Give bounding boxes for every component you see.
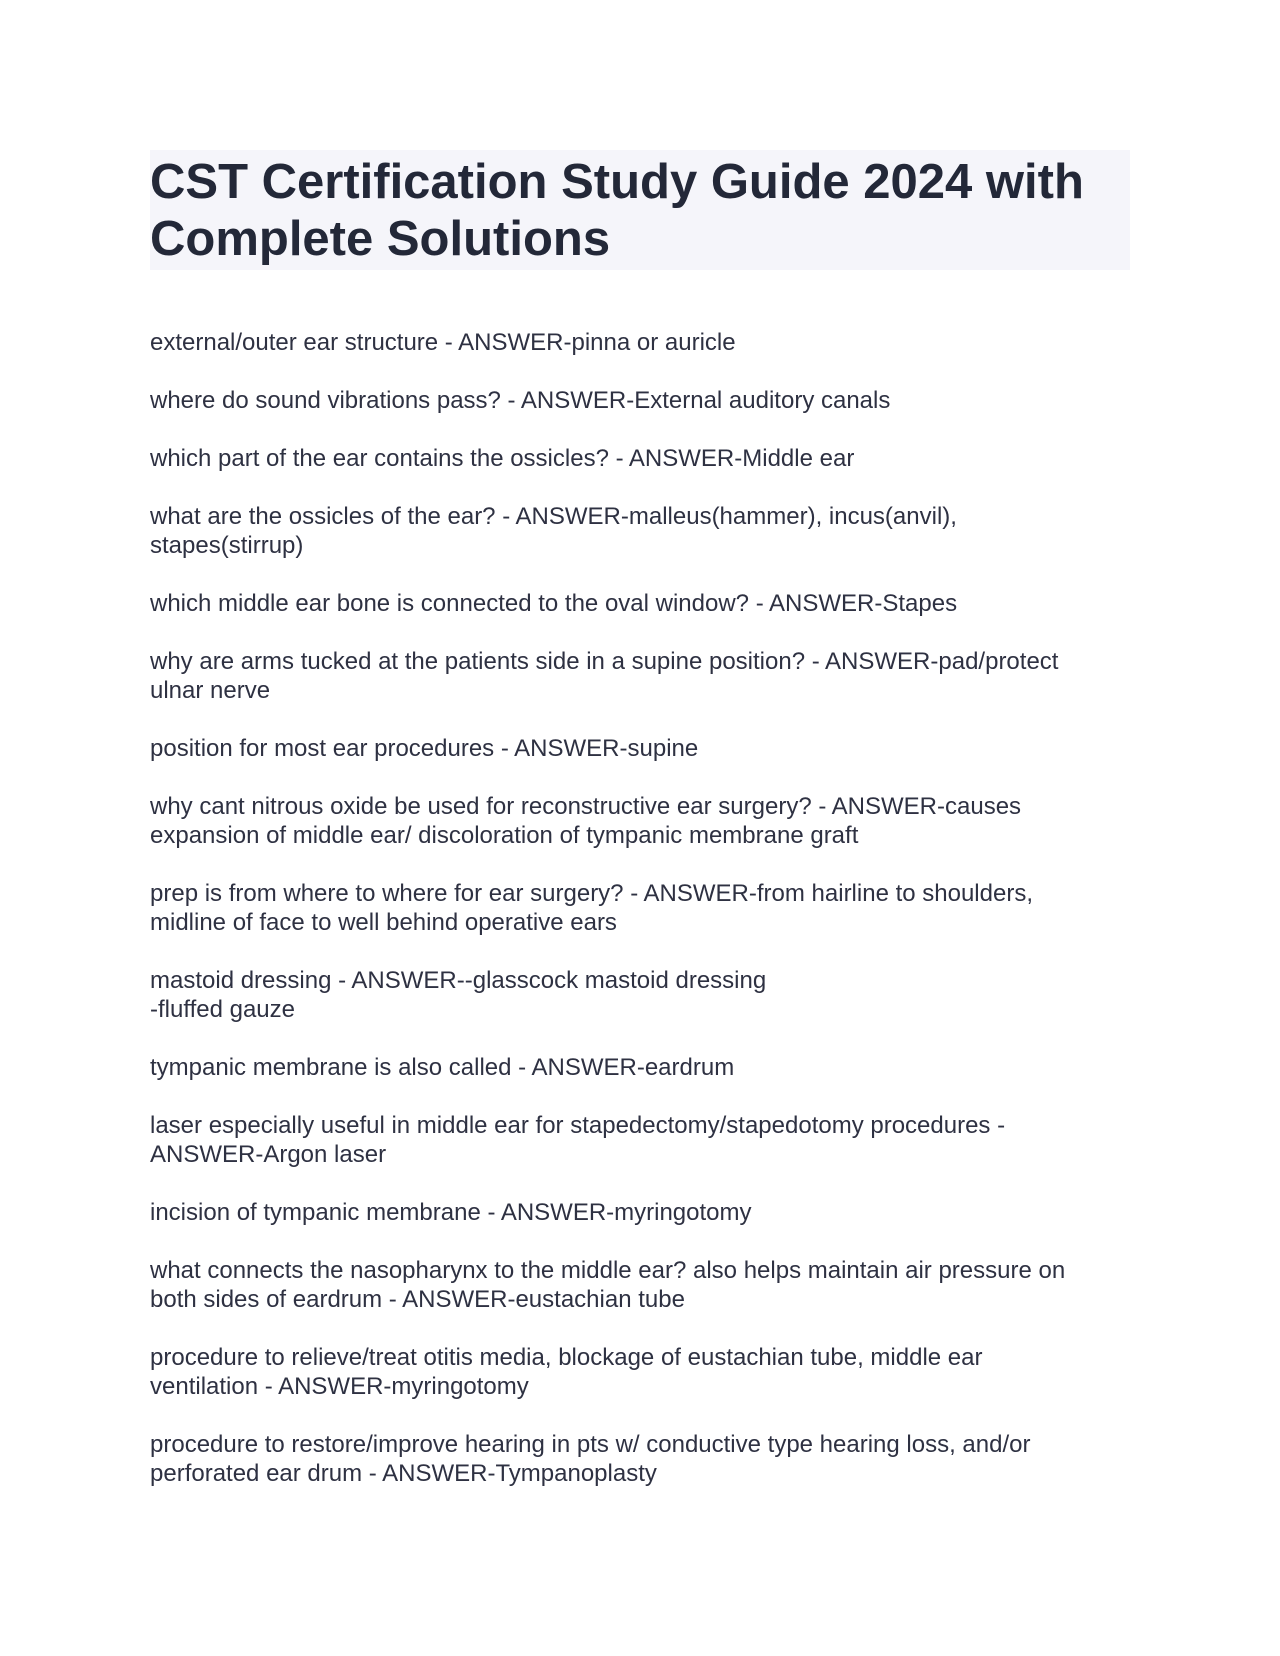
qa-item: mastoid dressing - ANSWER--glasscock mastoid dressing -fluffed gauze — [150, 967, 767, 1023]
qa-item: incision of tympanic membrane - ANSWER-myringotomy — [150, 1199, 752, 1226]
qa-item: procedure to relieve/treat otitis media, blockage of eustachian tube, middle ear ventilation - ANSWER-myringotomy — [150, 1344, 983, 1400]
qa-item: external/outer ear structure - ANSWER-pinna or auricle — [150, 329, 736, 356]
qa-item: which middle ear bone is connected to the oval window? - ANSWER-Stapes — [150, 590, 958, 617]
document-title: CST Certification Study Guide 2024 with Complete Solutions — [150, 155, 1084, 266]
qa-item: why are arms tucked at the patients side in a supine position? - ANSWER-pad/protect ulnar nerve — [150, 648, 1059, 704]
qa-item: where do sound vibrations pass? - ANSWER-External auditory canals — [150, 387, 891, 414]
document-page — [150, 150, 1130, 1517]
qa-item: procedure to restore/improve hearing in pts w/ conductive type hearing loss, and/or perforated ear drum - ANSWER-Tympanoplasty — [150, 1431, 1031, 1487]
qa-item: what connects the nasopharynx to the middle ear? also helps maintain air pressure on both sides of eardrum - ANSWER-eustachian tube — [150, 1257, 1066, 1313]
qa-list — [150, 328, 1130, 1488]
qa-item: prep is from where to where for ear surgery? - ANSWER-from hairline to shoulders, midline of face to well behind operative ears — [150, 880, 1033, 936]
qa-item: what are the ossicles of the ear? - ANSWER-malleus(hammer), incus(anvil), stapes(stirrup) — [150, 503, 957, 559]
title-block — [150, 150, 1130, 270]
qa-item: tympanic membrane is also called - ANSWER-eardrum — [150, 1054, 735, 1081]
qa-item: position for most ear procedures - ANSWER-supine — [150, 735, 699, 762]
qa-item: which part of the ear contains the ossicles? - ANSWER-Middle ear — [150, 445, 855, 472]
qa-item: laser especially useful in middle ear for stapedectomy/stapedotomy procedures - ANSWER-Argon laser — [150, 1112, 1006, 1168]
qa-item: why cant nitrous oxide be used for reconstructive ear surgery? - ANSWER-causes expansion of middle ear/ discoloration of tympanic membrane graft — [150, 793, 1022, 849]
